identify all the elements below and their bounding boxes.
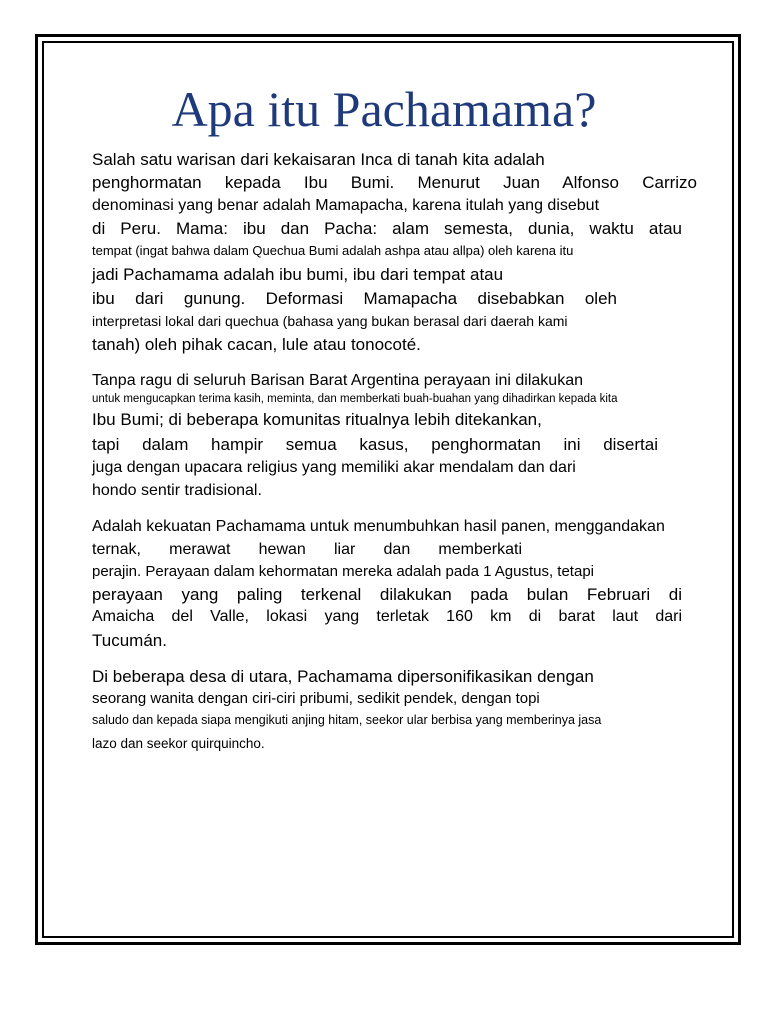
- text-line: tempat (ingat bahwa dalam Quechua Bumi adalah ashpa atau allpa) oleh karena itu: [92, 243, 574, 258]
- text-line: Di beberapa desa di utara, Pachamama dipersonifikasikan dengan: [92, 667, 594, 686]
- text-line: penghormatan kepada Ibu Bumi. Menurut Juan Alfonso Carrizo: [92, 173, 697, 192]
- text-line: Tanpa ragu di seluruh Barisan Barat Argentina perayaan ini dilakukan: [92, 372, 583, 389]
- text-line: juga dengan upacara religius yang memiliki akar mendalam dan dari: [92, 459, 576, 476]
- text-line: Amaicha del Valle, lokasi yang terletak 160 km di barat laut dari: [92, 608, 682, 625]
- paragraph-1: [92, 148, 712, 357]
- text-line: ibu dari gunung. Deformasi Mamapacha disebabkan oleh: [92, 289, 617, 308]
- text-line: Adalah kekuatan Pachamama untuk menumbuhkan hasil panen, menggandakan: [92, 518, 665, 535]
- text-line: Tucumán.: [92, 631, 167, 650]
- paragraph-4: [92, 666, 712, 757]
- paragraph-3: [92, 516, 712, 653]
- text-line: perajin. Perayaan dalam kehormatan mereka adalah pada 1 Agustus, tetapi: [92, 563, 594, 580]
- text-line: Salah satu warisan dari kekaisaran Inca di tanah kita adalah: [92, 150, 545, 169]
- text-line: di Peru. Mama: ibu dan Pacha: alam semesta, dunia, waktu atau: [92, 219, 682, 238]
- text-line: hondo sentir tradisional.: [92, 482, 262, 499]
- text-line: lazo dan seekor quirquincho.: [92, 736, 265, 751]
- page-title: Apa itu Pachamama?: [171, 81, 597, 137]
- text-line: seorang wanita dengan ciri-ciri pribumi, sedikit pendek, dengan topi: [92, 690, 540, 707]
- text-line: interpretasi lokal dari quechua (bahasa yang bukan berasal dari daerah kami: [92, 313, 568, 329]
- document-body: [92, 148, 712, 757]
- text-line: Ibu Bumi; di beberapa komunitas ritualnya lebih ditekankan,: [92, 410, 542, 429]
- text-line: tapi dalam hampir semua kasus, penghormatan ini disertai: [92, 435, 658, 454]
- text-line: jadi Pachamama adalah ibu bumi, ibu dari tempat atau: [92, 265, 504, 284]
- text-line: denominasi yang benar adalah Mamapacha, karena itulah yang disebut: [92, 197, 600, 214]
- text-line: untuk mengucapkan terima kasih, meminta, dan memberkati buah-buahan yang dihadirkan kepada kita: [92, 393, 618, 405]
- text-line: perayaan yang paling terkenal dilakukan pada bulan Februari di: [92, 585, 682, 604]
- text-line: saludo dan kepada siapa mengikuti anjing hitam, seekor ular berbisa yang memberinya jasa: [92, 713, 602, 727]
- text-line: ternak, merawat hewan liar dan memberkati: [92, 541, 522, 558]
- text-line: tanah) oleh pihak cacan, lule atau tonocoté.: [92, 335, 421, 354]
- paragraph-2: [92, 370, 712, 503]
